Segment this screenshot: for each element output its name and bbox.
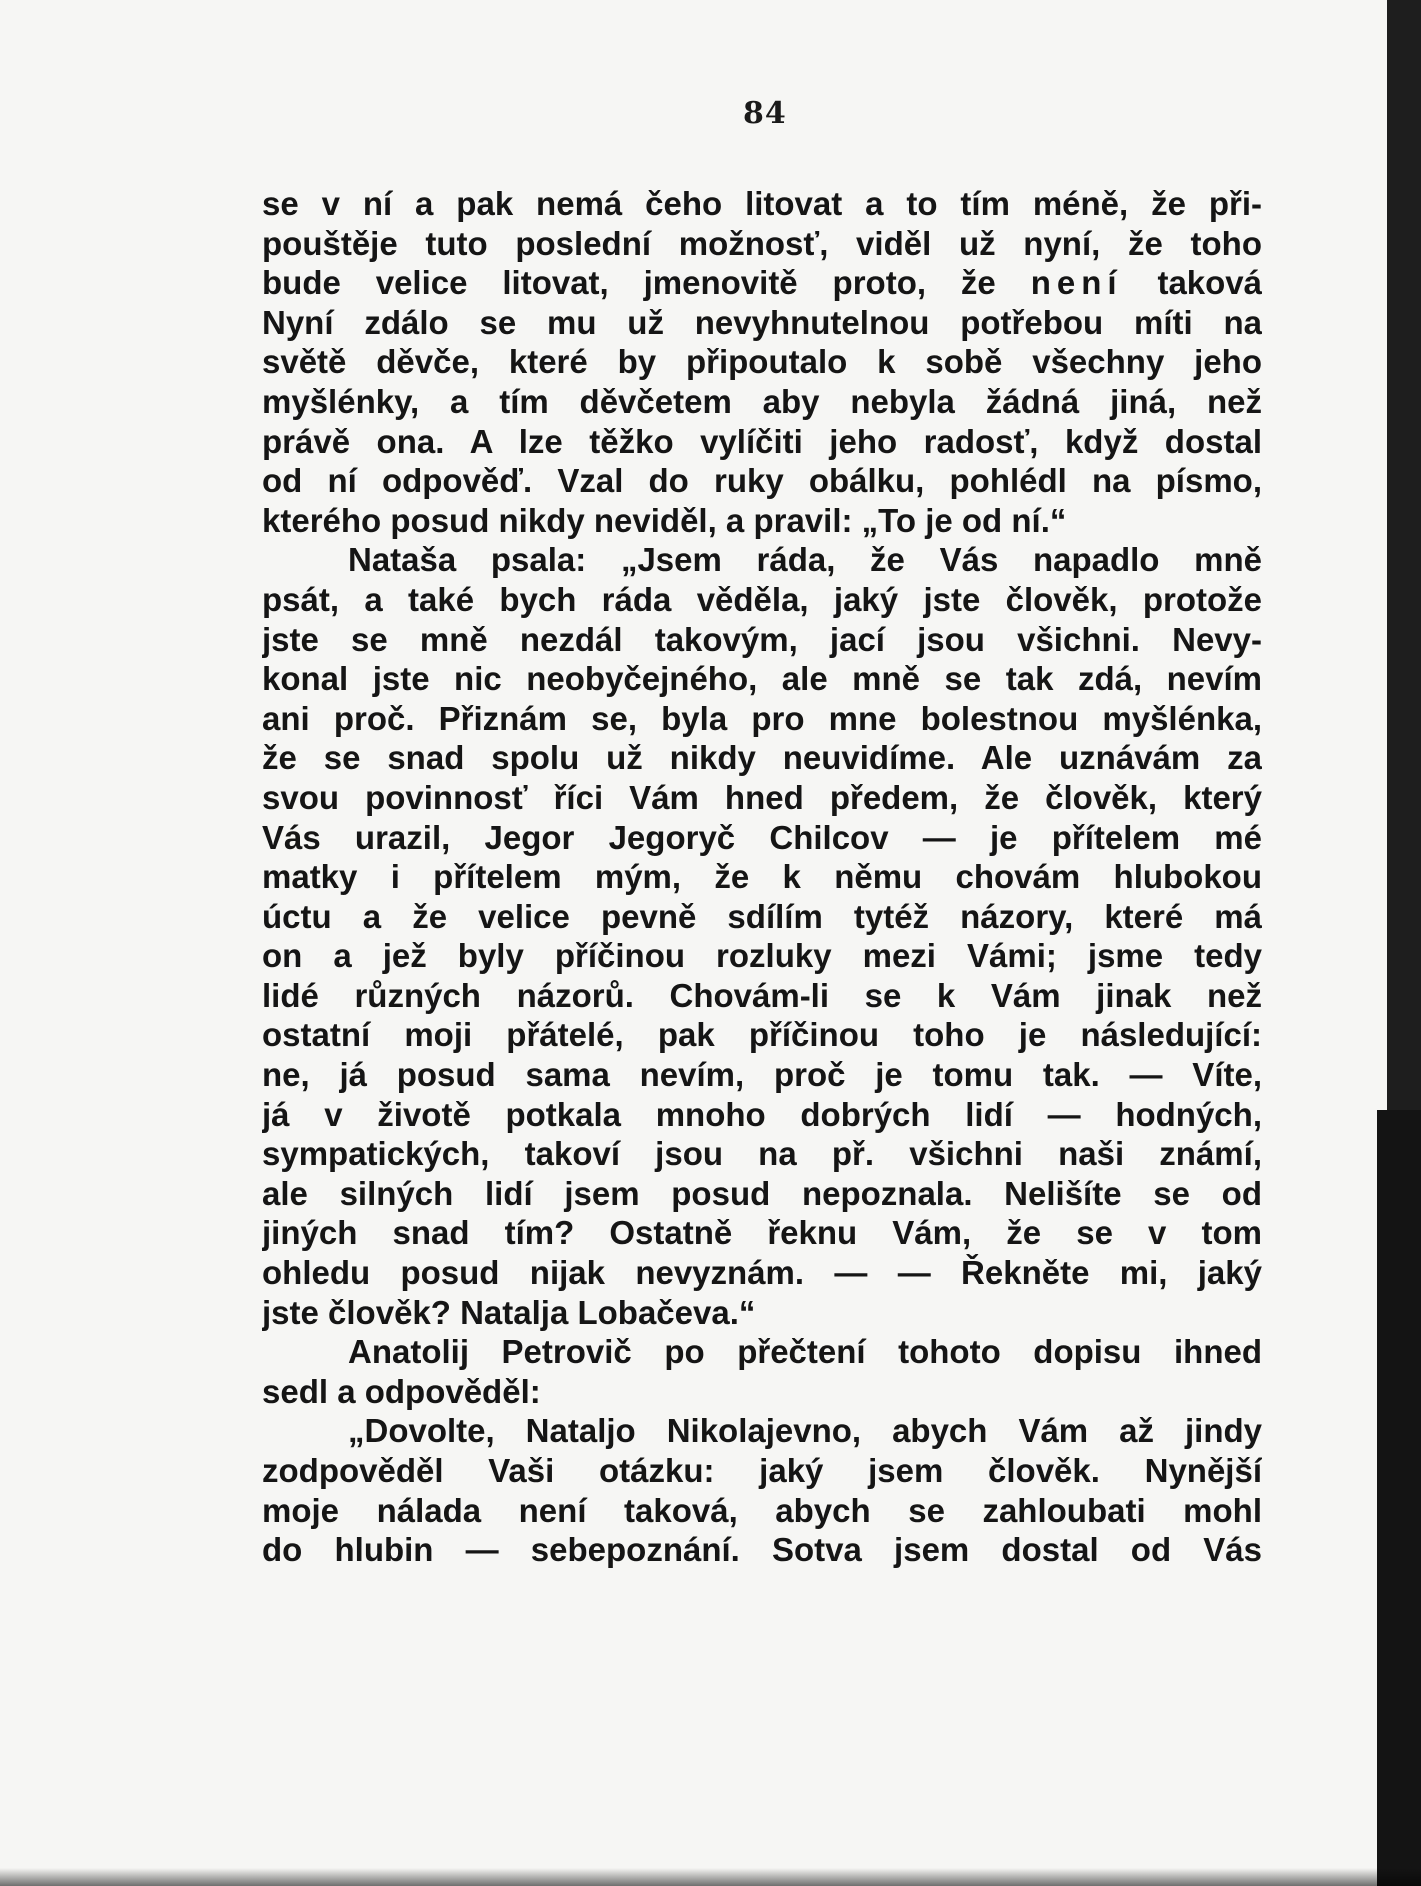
text-line: právě ona. A lze těžko vylíčiti jeho radosť, když dostal xyxy=(262,422,1262,460)
text-line: kterého posud nikdy neviděl, a pravil: „To je od ní.“ xyxy=(262,501,1067,539)
text-line: se v ní a pak nemá čeho litovat a to tím méně, že při- xyxy=(262,185,1262,222)
text-line: sympatických, takoví jsou na př. všichni naši známí, xyxy=(262,1135,1262,1173)
text-line: on a jež byly příčinou rozluky mezi Vámi; jsme tedy xyxy=(262,937,1262,975)
text-line: ale silných lidí jsem posud nepoznala. Nelišíte se od xyxy=(262,1174,1262,1212)
text-line: do hlubin — sebepoznání. Sotva jsem dostal od Vás xyxy=(262,1531,1262,1569)
emphasized-word: není xyxy=(1030,264,1123,302)
text-line: Nataša psala: „Jsem ráda, že Vás napadlo mně xyxy=(348,541,1262,579)
text-line: jste se mně nezdál takovým, jací jsou všichni. Nevy- xyxy=(262,620,1262,658)
text-line: já v životě potkala mnoho dobrých lidí — hodných, xyxy=(262,1095,1262,1133)
text-line: ne, já posud sama nevím, proč je tomu tak. — Víte, xyxy=(262,1056,1262,1094)
text-line: od ní odpověď. Vzal do ruky obálku, pohlédl na písmo, xyxy=(262,462,1262,500)
text-line: zodpověděl Vaši otázku: jaký jsem člověk. Nynější xyxy=(262,1452,1262,1489)
text-line: ohledu posud nijak nevyznám. — — Řekněte mi, jaký xyxy=(262,1254,1262,1292)
text-line: ostatní moji přátelé, pak příčinou toho je následující: xyxy=(262,1016,1262,1054)
text-line xyxy=(262,263,1262,303)
text-line: sedl a odpověděl: xyxy=(262,1372,541,1410)
text-run: taková xyxy=(1157,264,1262,302)
text-line: Nyní zdálo se mu už nevyhnutelnou potřebou míti na xyxy=(262,303,1262,341)
text-line: psát, a také bych ráda věděla, jaký jste člověk, protože xyxy=(262,580,1262,618)
scan-edge-shadow-bottom xyxy=(0,1868,1421,1886)
scan-edge-shadow-right-lower xyxy=(1377,1110,1421,1886)
text-line: lidé různých názorů. Chovám-li se k Vám jinak než xyxy=(262,976,1262,1014)
text-line: matky i přítelem mým, že k němu chovám hlubokou xyxy=(262,858,1262,896)
text-line: jste člověk? Natalja Lobačeva.“ xyxy=(262,1293,756,1331)
text-line: Vás urazil, Jegor Jegoryč Chilcov — je přítelem mé xyxy=(262,818,1262,856)
text-line: světě děvče, které by připoutalo k sobě všechny jeho xyxy=(262,343,1262,381)
text-run: bude velice litovat, jmenovitě proto, že xyxy=(262,264,996,302)
text-line: že se snad spolu už nikdy neuvidíme. Ale uznávám za xyxy=(262,739,1262,777)
text-line: svou povinnosť říci Vám hned předem, že člověk, který xyxy=(262,778,1262,816)
text-line: moje nálada není taková, abych se zahloubati mohl xyxy=(262,1491,1262,1529)
page-number: 84 xyxy=(743,96,787,131)
text-line: jiných snad tím? Ostatně řeknu Vám, že se v tom xyxy=(262,1214,1262,1252)
text-line: ani proč. Přiznám se, byla pro mne bolestnou myšlénka, xyxy=(262,699,1262,737)
text-line: konal jste nic neobyčejného, ale mně se tak zdá, nevím xyxy=(262,660,1262,698)
text-line: pouštěje tuto poslední možnosť, viděl už nyní, že toho xyxy=(262,224,1262,262)
text-line: myšlénky, a tím děvčetem aby nebyla žádná jiná, než xyxy=(262,382,1262,420)
text-line: Anatolij Petrovič po přečtení tohoto dopisu ihned xyxy=(348,1333,1262,1371)
text-line: „Dovolte, Nataljo Nikolajevno, abych Vám až jindy xyxy=(348,1412,1262,1450)
text-line: úctu a že velice pevně sdílím tytéž názory, které má xyxy=(262,897,1262,935)
body-text xyxy=(262,184,1262,1570)
